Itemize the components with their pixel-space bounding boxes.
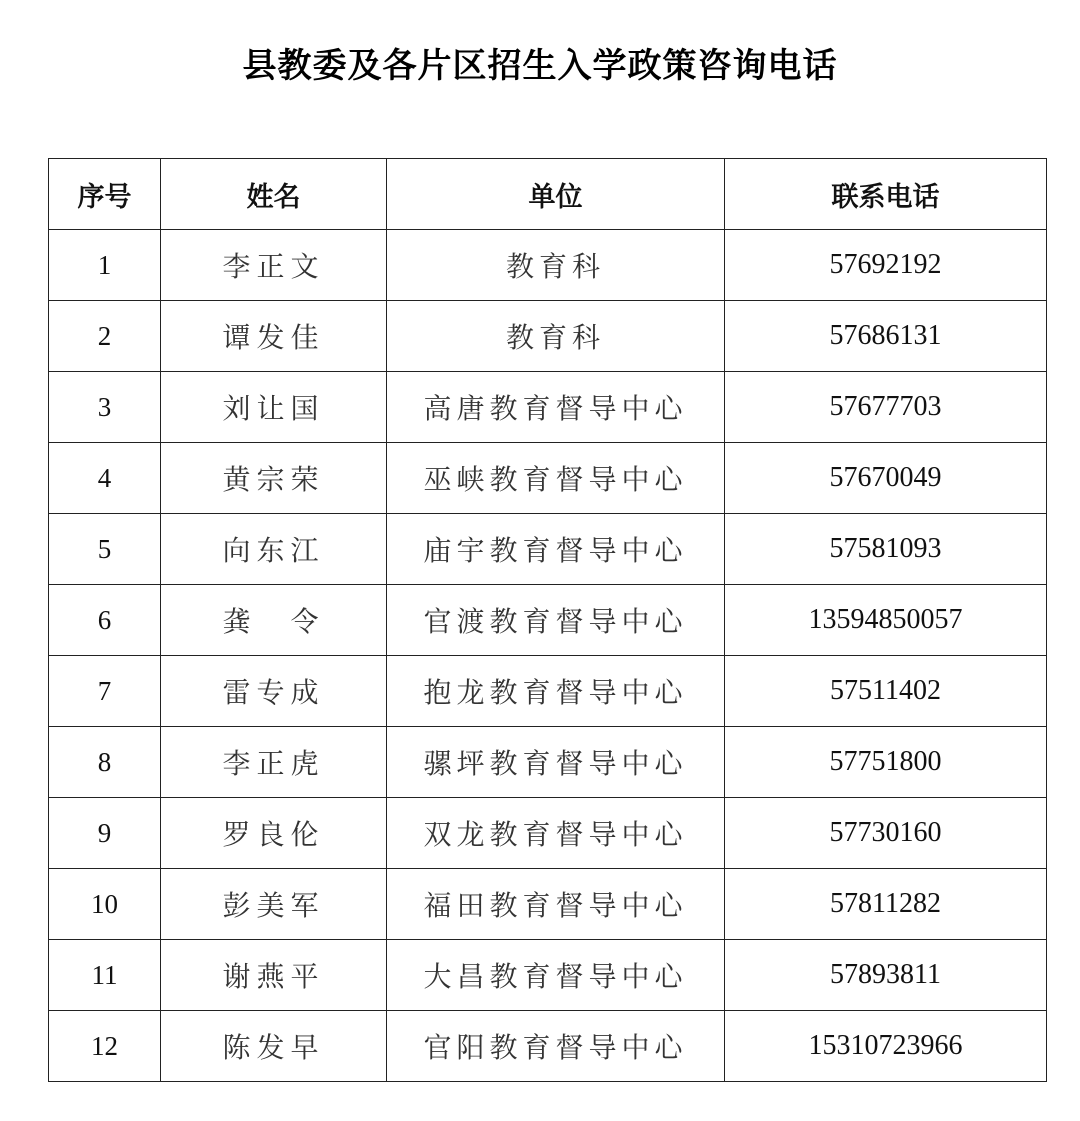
row-phone: 57692192 bbox=[725, 230, 1047, 301]
table-row bbox=[49, 585, 1047, 656]
row-serial-number: 12 bbox=[49, 1011, 161, 1082]
row-name: 龚 令 bbox=[161, 585, 387, 656]
row-unit: 教育科 bbox=[387, 230, 725, 301]
row-serial-number: 11 bbox=[49, 940, 161, 1011]
row-name: 谢燕平 bbox=[161, 940, 387, 1011]
row-name: 李正虎 bbox=[161, 727, 387, 798]
header-phone: 联系电话 bbox=[725, 159, 1047, 230]
page-title: 县教委及各片区招生入学政策咨询电话 bbox=[242, 46, 838, 86]
row-phone: 15310723966 bbox=[725, 1011, 1047, 1082]
row-phone: 57811282 bbox=[725, 869, 1047, 940]
contacts-table bbox=[48, 158, 1047, 1082]
row-phone: 57581093 bbox=[725, 514, 1047, 585]
table-row bbox=[49, 1011, 1047, 1082]
row-serial-number: 2 bbox=[49, 301, 161, 372]
row-unit: 庙宇教育督导中心 bbox=[387, 514, 725, 585]
row-serial-number: 1 bbox=[49, 230, 161, 301]
row-serial-number: 3 bbox=[49, 372, 161, 443]
table-row bbox=[49, 798, 1047, 869]
row-name: 谭发佳 bbox=[161, 301, 387, 372]
row-phone: 57730160 bbox=[725, 798, 1047, 869]
row-serial-number: 6 bbox=[49, 585, 161, 656]
header-serial-number: 序号 bbox=[49, 159, 161, 230]
row-unit: 教育科 bbox=[387, 301, 725, 372]
row-serial-number: 5 bbox=[49, 514, 161, 585]
table-row bbox=[49, 869, 1047, 940]
row-phone: 57686131 bbox=[725, 301, 1047, 372]
row-unit: 官渡教育督导中心 bbox=[387, 585, 725, 656]
row-unit: 巫峡教育督导中心 bbox=[387, 443, 725, 514]
row-phone: 57751800 bbox=[725, 727, 1047, 798]
row-name: 向东江 bbox=[161, 514, 387, 585]
row-unit: 大昌教育督导中心 bbox=[387, 940, 725, 1011]
row-name: 罗良伦 bbox=[161, 798, 387, 869]
row-unit: 骡坪教育督导中心 bbox=[387, 727, 725, 798]
row-unit: 福田教育督导中心 bbox=[387, 869, 725, 940]
table-header-row bbox=[49, 159, 1047, 230]
row-name: 黄宗荣 bbox=[161, 443, 387, 514]
table-row bbox=[49, 940, 1047, 1011]
table-row bbox=[49, 514, 1047, 585]
table-row bbox=[49, 443, 1047, 514]
row-serial-number: 10 bbox=[49, 869, 161, 940]
row-phone: 57511402 bbox=[725, 656, 1047, 727]
header-name: 姓名 bbox=[161, 159, 387, 230]
row-phone: 57893811 bbox=[725, 940, 1047, 1011]
header-unit: 单位 bbox=[387, 159, 725, 230]
row-serial-number: 7 bbox=[49, 656, 161, 727]
row-serial-number: 8 bbox=[49, 727, 161, 798]
row-unit: 抱龙教育督导中心 bbox=[387, 656, 725, 727]
row-phone: 57670049 bbox=[725, 443, 1047, 514]
row-unit: 双龙教育督导中心 bbox=[387, 798, 725, 869]
row-name: 彭美军 bbox=[161, 869, 387, 940]
table-row bbox=[49, 656, 1047, 727]
row-unit: 官阳教育督导中心 bbox=[387, 1011, 725, 1082]
row-phone: 57677703 bbox=[725, 372, 1047, 443]
row-name: 雷专成 bbox=[161, 656, 387, 727]
table-row bbox=[49, 230, 1047, 301]
row-unit: 高唐教育督导中心 bbox=[387, 372, 725, 443]
table-row bbox=[49, 727, 1047, 798]
row-phone: 13594850057 bbox=[725, 585, 1047, 656]
row-serial-number: 4 bbox=[49, 443, 161, 514]
table-row bbox=[49, 301, 1047, 372]
row-name: 李正文 bbox=[161, 230, 387, 301]
table-row bbox=[49, 372, 1047, 443]
row-name: 陈发早 bbox=[161, 1011, 387, 1082]
row-name: 刘让国 bbox=[161, 372, 387, 443]
row-serial-number: 9 bbox=[49, 798, 161, 869]
